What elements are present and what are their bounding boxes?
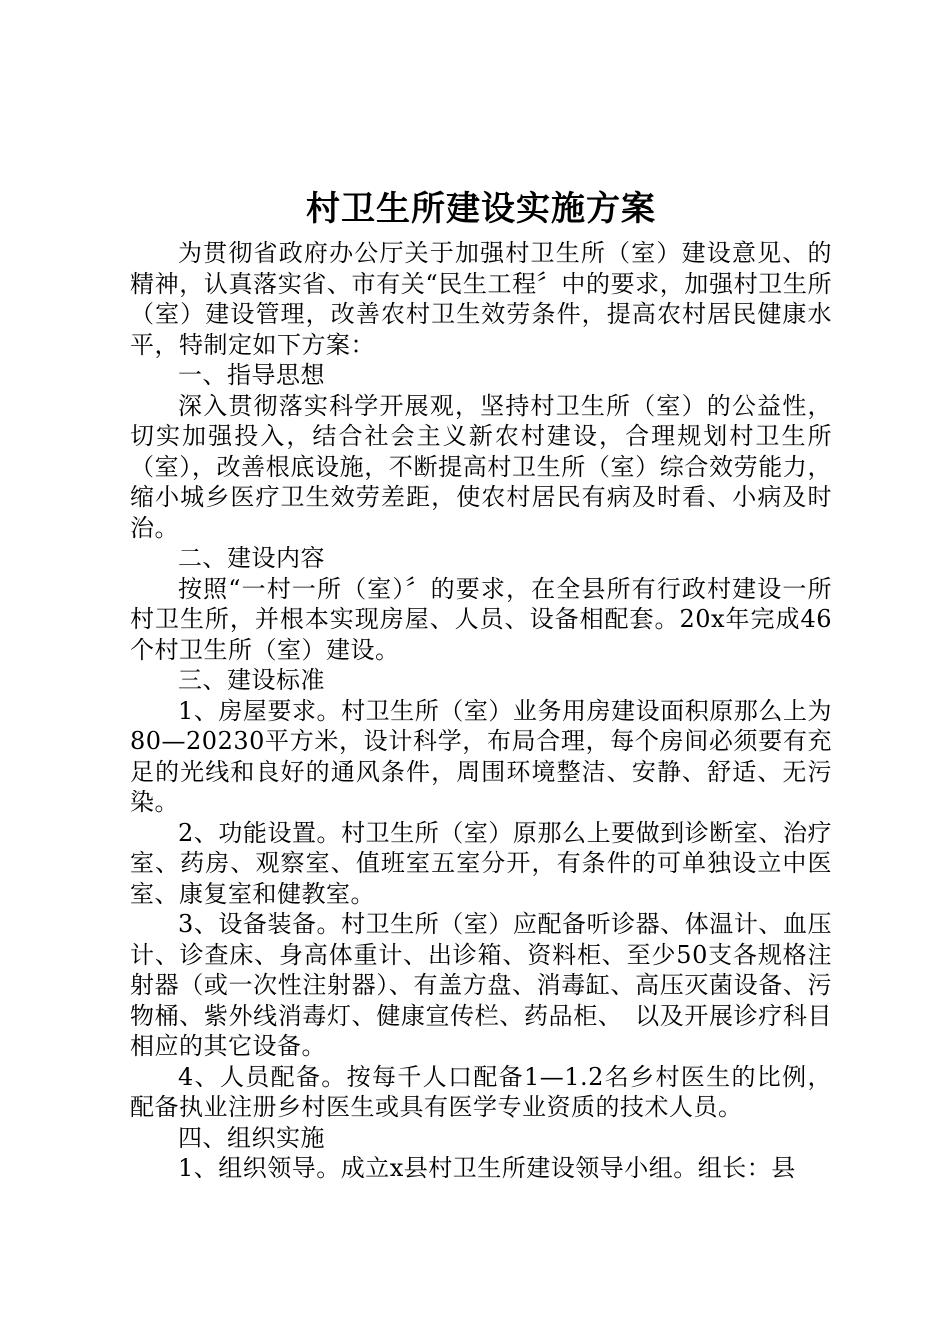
organization-item-leadership: 1、组织领导。成立x县村卫生所建设领导小组。组长：县: [178, 1154, 796, 1182]
guiding-thought-paragraph: 深入贯彻落实科学开展观，坚持村卫生所（室）的公益性，切实加强投入，结合社会主义新农村建设，合理规划村卫生所（室），改善根底设施，不断提高村卫生所（室）综合效劳能力，缩小城乡医疗卫生效劳差距，使农村居民有病及时看、小病及时治。: [130, 391, 832, 542]
section-heading-guiding-thought: 一、指导思想: [178, 361, 325, 389]
standard-item-equipment: 3、设备装备。村卫生所（室）应配备听诊器、体温计、血压计、诊查床、身高体重计、出诊箱、资料柜、至少50支各规格注射器（或一次性注射器）、有盖方盘、消毒缸、高压灭菌设备、污物桶、紫外线消毒灯、健康宣传栏、药品柜、 以及开展诊疗科目相应的其它设备。: [130, 910, 832, 1060]
document-title: 村卫生所建设实施方案: [306, 189, 656, 229]
standard-item-staffing: 4、人员配备。按每千人口配备1—1.2名乡村医生的比例，配备执业注册乡村医生或具有医学专业资质的技术人员。: [130, 1062, 832, 1121]
intro-paragraph: 为贯彻省政府办公厅关于加强村卫生所（室）建设意见、的精神，认真落实省、市有关“民生工程〞中的要求，加强村卫生所（室）建设管理，改善农村卫生效劳条件，提高农村居民健康水平，特制定如下方案：: [130, 239, 832, 359]
section-heading-construction-content: 二、建设内容: [178, 544, 325, 572]
section-heading-organization: 四、组织实施: [178, 1123, 325, 1152]
standard-item-functions: 2、功能设置。村卫生所（室）原那么上要做到诊断室、治疗室、药房、观察室、值班室五室分开，有条件的可单独设立中医室、康复室和健教室。: [130, 818, 832, 908]
construction-content-paragraph: 按照“一村一所（室）〞的要求，在全县所有行政村建设一所村卫生所，并根本实现房屋、人员、设备相配套。20x年完成46个村卫生所（室）建设。: [130, 574, 832, 664]
document-page: [130, 180, 832, 1184]
standard-item-housing: 1、房屋要求。村卫生所（室）业务用房建设面积原那么上为80—20230平方米，设计科学，布局合理，每个房间必须要有充足的光线和良好的通风条件，周围环境整洁、安静、舒适、无污染。: [130, 696, 832, 816]
section-heading-construction-standards: 三、建设标准: [178, 666, 325, 694]
